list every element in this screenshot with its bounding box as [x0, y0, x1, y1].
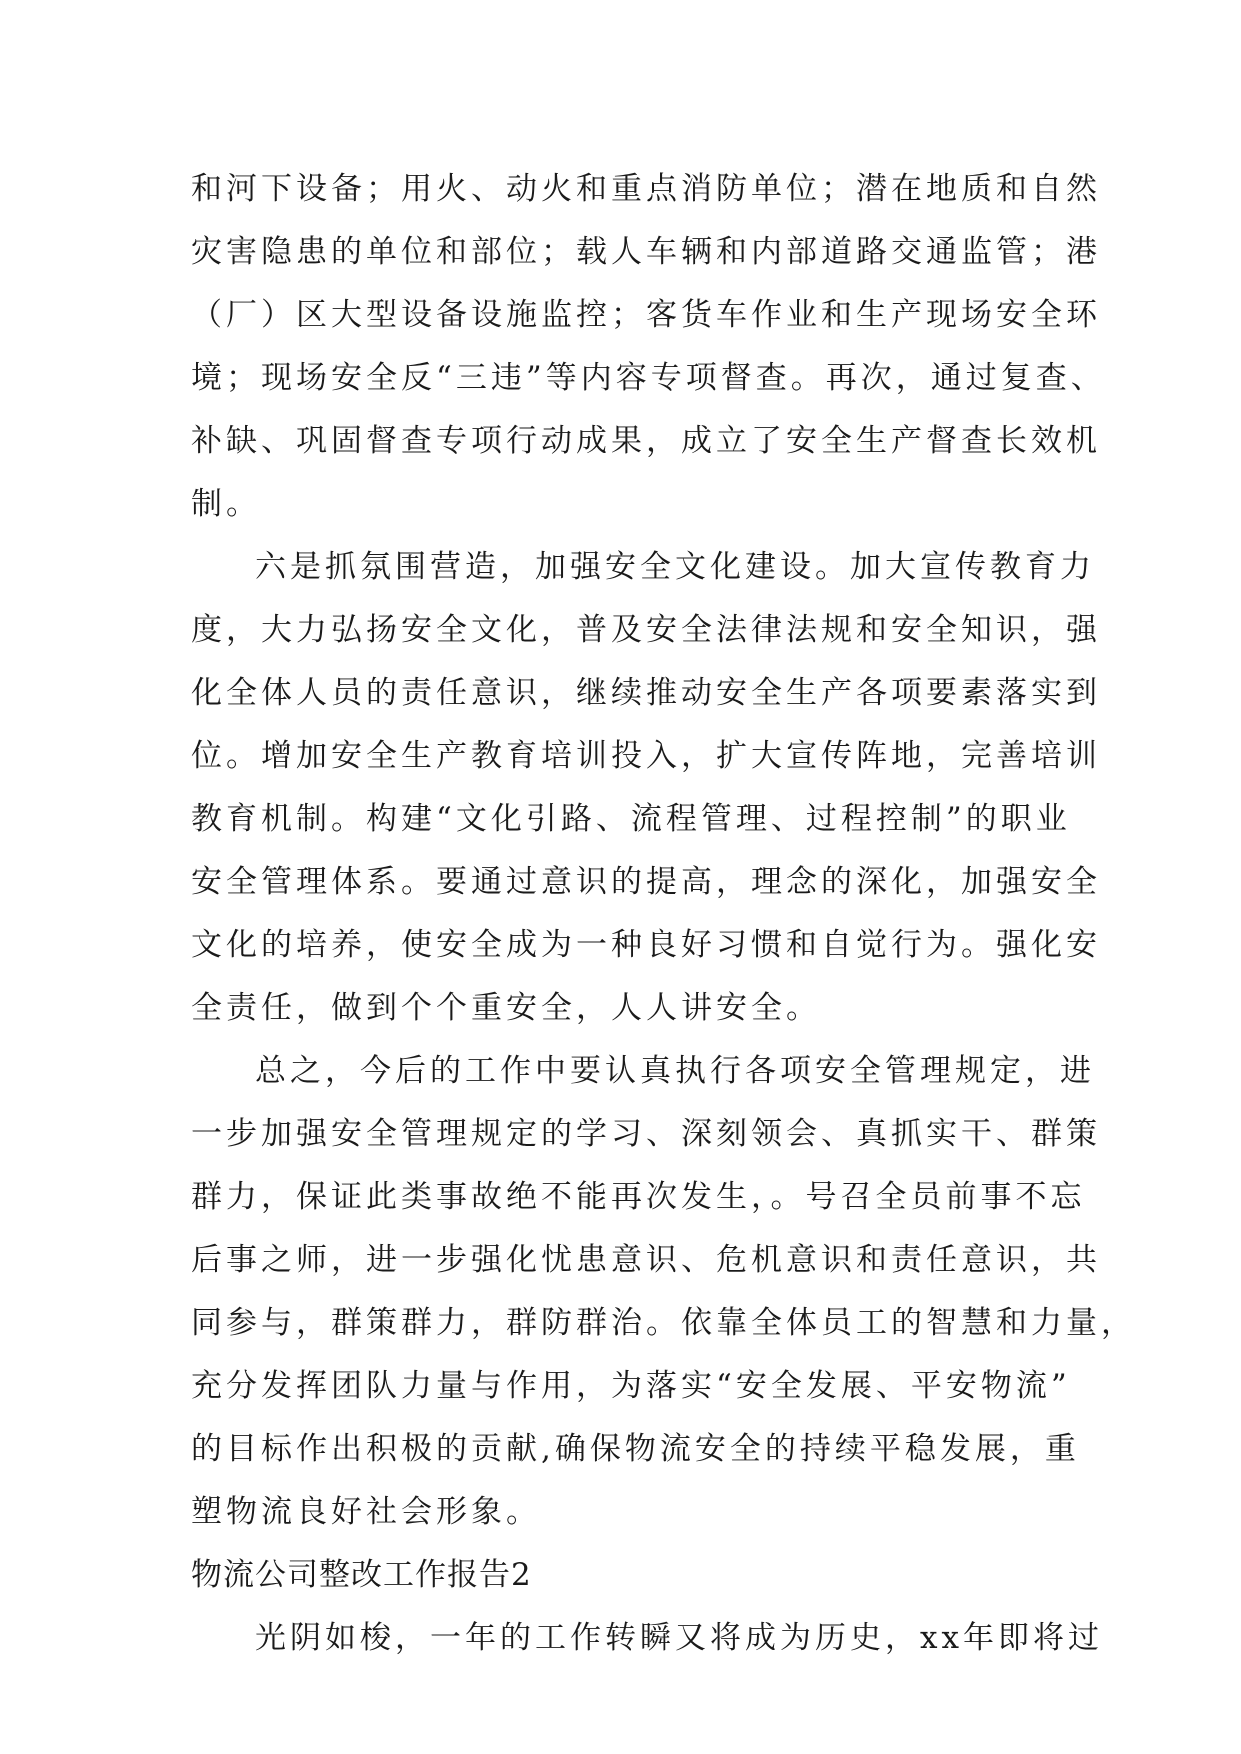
- text-line: 后事之师，进一步强化忧患意识、危机意识和责任意识，共: [191, 1242, 1101, 1278]
- text-line: 补缺、巩固督查专项行动成果，成立了安全生产督查长效机: [191, 423, 1101, 459]
- text-line: 教育机制。构建“文化引路、流程管理、过程控制”的职业: [191, 801, 1071, 837]
- text-line: 全责任，做到个个重安全，人人讲安全。: [191, 990, 821, 1026]
- text-line: 一步加强安全管理规定的学习、深刻领会、真抓实干、群策: [191, 1116, 1101, 1152]
- text-line: 位。增加安全生产教育培训投入，扩大宣传阵地，完善培训: [191, 738, 1101, 774]
- paragraph-start-line: 六是抓氛围营造，加强安全文化建设。加大宣传教育力: [255, 549, 1095, 585]
- text-line: 度，大力弘扬安全文化，普及安全法律法规和安全知识，强: [191, 612, 1101, 648]
- text-line: 文化的培养，使安全成为一种良好习惯和自觉行为。强化安: [191, 927, 1101, 963]
- text-line: 安全管理体系。要通过意识的提高，理念的深化，加强安全: [191, 864, 1101, 900]
- text-line: 充分发挥团队力量与作用，为落实“安全发展、平安物流”: [191, 1368, 1071, 1404]
- text-line: 的目标作出积极的贡献,确保物流安全的持续平稳发展，重: [191, 1431, 1080, 1467]
- paragraph-start-line: 光阴如梭，一年的工作转瞬又将成为历史，xx年即将过: [255, 1620, 1103, 1656]
- paragraph-start-line: 总之，今后的工作中要认真执行各项安全管理规定，进: [255, 1053, 1095, 1089]
- document-body: [191, 158, 1136, 1670]
- text-line: （厂）区大型设备设施监控；客货车作业和生产现场安全环: [191, 297, 1101, 333]
- text-line: 灾害隐患的单位和部位；载人车辆和内部道路交通监管；港: [191, 234, 1101, 270]
- section-heading: 物流公司整改工作报告2: [191, 1557, 532, 1593]
- text-line: 化全体人员的责任意识，继续推动安全生产各项要素落实到: [191, 675, 1101, 711]
- text-line: 同参与，群策群力，群防群治。依靠全体员工的智慧和力量，: [191, 1305, 1136, 1341]
- text-line: 制。: [191, 486, 261, 522]
- text-line: 群力，保证此类事故绝不能再次发生，。号召全员前事不忘: [191, 1179, 1086, 1215]
- text-line: 塑物流良好社会形象。: [191, 1494, 541, 1530]
- text-line: 和河下设备；用火、动火和重点消防单位；潜在地质和自然: [191, 171, 1101, 207]
- text-line: 境；现场安全反“三违”等内容专项督查。再次，通过复查、: [191, 360, 1106, 396]
